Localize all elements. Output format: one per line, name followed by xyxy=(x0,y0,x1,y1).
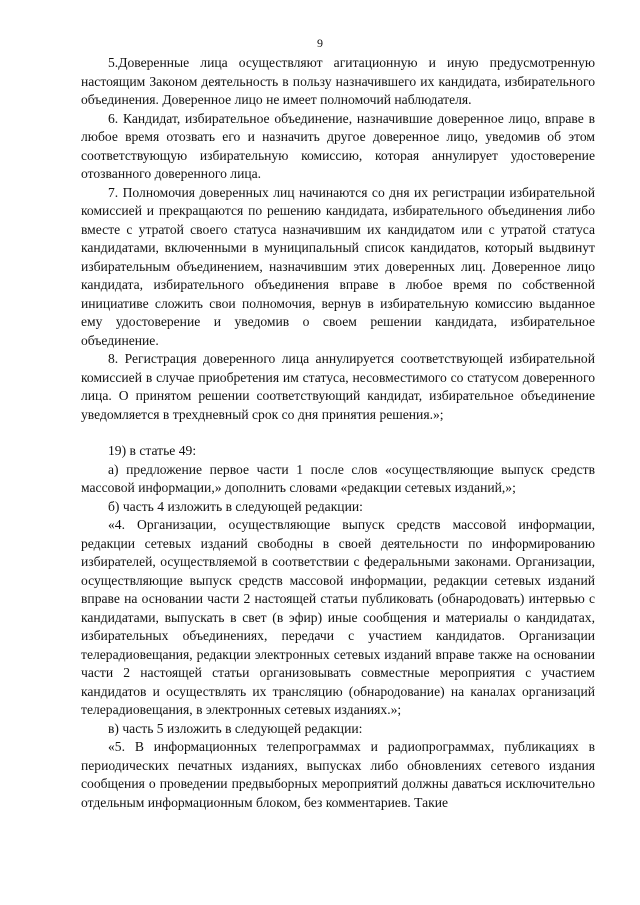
page-number: 9 xyxy=(317,36,323,50)
subitem-v: в) часть 5 изложить в следующей редакции: xyxy=(108,720,363,736)
document-body xyxy=(81,54,595,812)
item-19-heading: 19) в статье 49: xyxy=(108,443,197,458)
paragraph-7-powers: 7. Полномочия доверенных лиц начинаются со дня их регистрации избирательной комиссией и прекращаются по решению кандидата, избирательного объединения либо вместе с утратой своего статуса назначившим их кандидатом или с утратой статуса кандидатами, включенными в муниципальный список кандидатов, который выдвинут избирательным объединением, назначившим этих доверенных лиц. Доверенное лицо кандидата, избирательного объединения вправе в любое время по собственной инициативе сложить свои полномочия, вернув в избирательную комиссию выданное ему удостоверение и уведомив о своем решении кандидата, избирательное объединение. xyxy=(81,184,595,348)
subitem-b: б) часть 4 изложить в следующей редакции: xyxy=(108,498,363,514)
subitem-a: а) предложение первое части 1 после слов «осуществляющие выпуск средств массовой информации,» дополнить словами «редакции сетевых изданий,»; xyxy=(81,461,595,495)
paragraph-5-trusted-persons: 5.Доверенные лица осуществляют агитационную и иную предусмотренную настоящим Законом деятельность в пользу назначившего их кандидата, избирательного объединения. Доверенное лицо не имеет полномочий наблюдателя. xyxy=(81,55,595,107)
part-4-text: «4. Организации, осуществляющие выпуск средств массовой информации, редакции сетевых изданий свободны в своей деятельности по информированию избирателей, осуществляемой в соответствии с федеральными законами. Организации, осуществляющие выпуск средств массовой информации, редакции сетевых изданий вправе на основании части 2 настоящей статьи публиковать (обнародовать) интервью с кандидатами, выпускать в свет (в эфир) иные сообщения и материалы о кандидатах, избирательных объединениях, передачи с участием кандидатов. Организации телерадиовещания, редакции электронных сетевых изданий вправе также на основании части 2 настоящей статьи организовывать совместные мероприятия с участием кандидатов и осуществлять их трансляцию (обнародование) на каналах организаций телерадиовещания, в электронных сетевых изданиях.»; xyxy=(81,517,595,717)
paragraph-8-registration: 8. Регистрация доверенного лица аннулируется соответствующей избирательной комиссией в случае приобретения им статуса, несовместимого со статусом доверенного лица. О принятом решении соответствующий кандидат, избирательное объединение уведомляется в трехдневный срок со дня принятия решения.»; xyxy=(81,351,595,422)
paragraph-6-revocation: 6. Кандидат, избирательное объединение, назначившие доверенное лицо, вправе в любое время отозвать его и назначить другое доверенное лицо, уведомив об этом соответствующую избирательную комиссию, которая аннулирует удостоверение отозванного доверенного лица. xyxy=(81,110,595,181)
part-5-text: «5. В информационных телепрограммах и радиопрограммах, публикациях в периодических печатных изданиях, выпусках либо обновлениях сетевого издания сообщения о проведении предвыборных мероприятий должны даваться исключительно отдельным информационным блоком, без комментариев. Такие xyxy=(81,739,595,810)
